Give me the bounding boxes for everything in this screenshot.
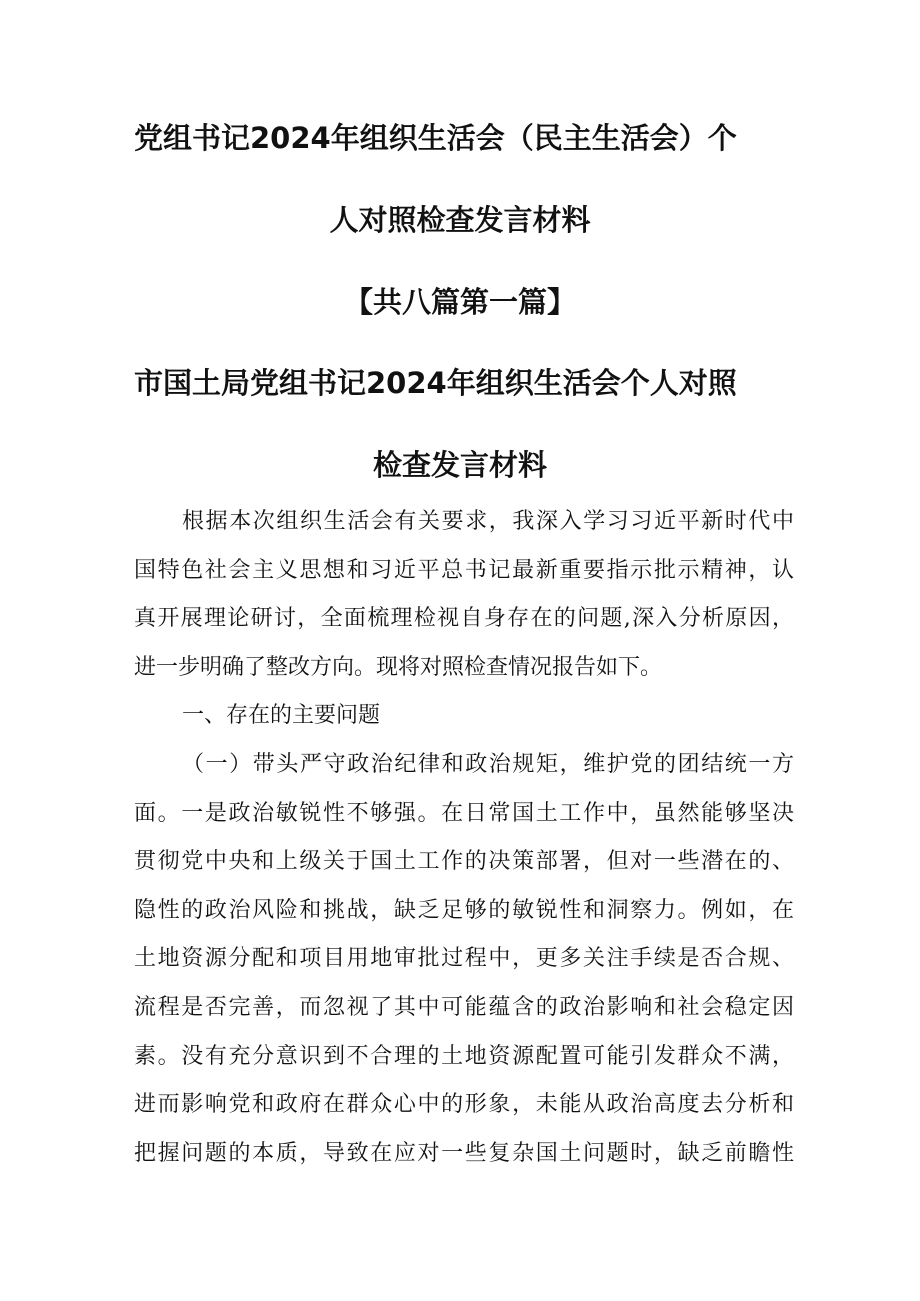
series-label: 【共八篇第一篇】 (343, 285, 576, 319)
section-line: 流程是否完善，而忽视了其中可能蕴含的政治影响和社会稳定因 (134, 994, 794, 1020)
title-line-1: 党组书记2024年组织生活会（民主生活会）个 (134, 121, 737, 155)
section-line: （一）带头严守政治纪律和政治规矩，维护党的团结统一方 (182, 751, 794, 777)
section-line: 土地资源分配和项目用地审批过程中，更多关注手续是否合规、 (134, 946, 794, 972)
subtitle-line-1: 市国土局党组书记2024年组织生活会个人对照 (134, 366, 737, 400)
title-line-2: 人对照检查发言材料 (329, 203, 591, 237)
section-line: 进而影响党和政府在群众心中的形象，未能从政治高度去分析和 (134, 1092, 794, 1118)
intro-line: 国特色社会主义思想和习近平总书记最新重要指示批示精神，认 (134, 557, 794, 583)
intro-line: 根据本次组织生活会有关要求，我深入学习习近平新时代中 (182, 509, 794, 534)
section-heading: 一、存在的主要问题 (182, 703, 381, 729)
intro-line: 真开展理论研讨，全面梳理检视自身存在的问题,深入分析原因， (134, 606, 794, 632)
section-line: 隐性的政治风险和挑战，缺乏足够的敏锐性和洞察力。例如，在 (134, 897, 794, 923)
intro-line: 进一步明确了整改方向。现将对照检查情况报告如下。 (134, 654, 663, 680)
subtitle-line-2: 检查发言材料 (372, 448, 547, 482)
section-line: 素。没有充分意识到不合理的土地资源配置可能引发群众不满， (134, 1043, 794, 1069)
section-line: 面。一是政治敏锐性不够强。在日常国土工作中，虽然能够坚决 (134, 800, 794, 826)
section-line: 贯彻党中央和上级关于国土工作的决策部署，但对一些潜在的、 (134, 849, 794, 875)
section-line: 把握问题的本质，导致在应对一些复杂国土问题时，缺乏前瞻性 (134, 1140, 794, 1166)
document-body (134, 498, 794, 1178)
